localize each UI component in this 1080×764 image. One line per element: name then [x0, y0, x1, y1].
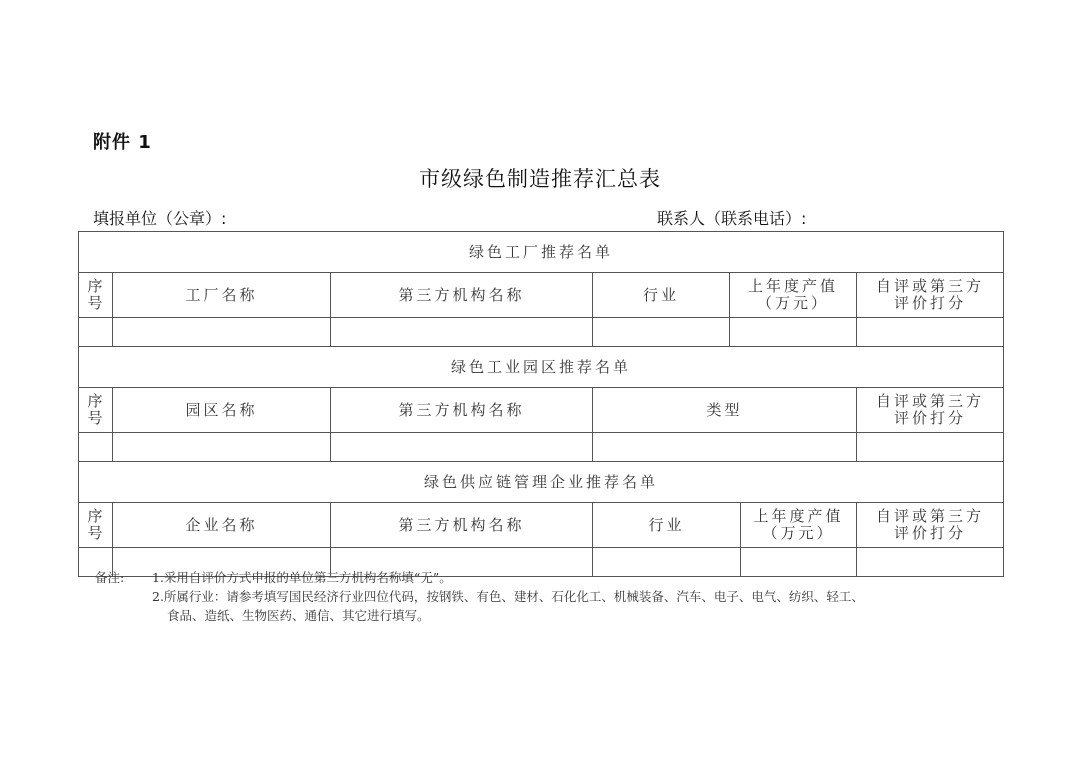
note-2-line-2: 食品、造纸、生物医药、通信、其它进行填写。: [167, 608, 430, 623]
supply-chain-section-title: 绿色供应链管理企业推荐名单: [79, 462, 1004, 503]
table-cell[interactable]: [79, 433, 113, 462]
score-header-line1: 自评或第三方: [876, 277, 985, 295]
supply-chain-industry-header: 行业: [593, 503, 741, 548]
notes-block: [95, 568, 864, 625]
output-header-line1: 上年度产值: [747, 277, 838, 295]
document-title: 市级绿色制造推荐汇总表: [419, 167, 661, 191]
seq-text: 序号: [87, 507, 106, 542]
table-cell[interactable]: [331, 433, 593, 462]
table-cell[interactable]: [593, 318, 730, 347]
factory-header-row: [79, 273, 1004, 318]
attachment-label: 附件 1: [93, 132, 152, 153]
table-cell[interactable]: [857, 433, 1004, 462]
table-cell[interactable]: [593, 433, 857, 462]
score-header-line1: 自评或第三方: [876, 507, 985, 525]
score-header-line2: 评价打分: [894, 409, 967, 427]
factory-third-party-header: 第三方机构名称: [331, 273, 593, 318]
supply-chain-seq-header: [79, 503, 113, 548]
table-cell[interactable]: [113, 433, 331, 462]
contact-label: 联系人（联系电话）:: [657, 209, 807, 228]
note-2-line-1: 2.所属行业：请参考填写国民经济行业四位代码，按钢铁、有色、建材、石化化工、机械装备、汽车、电子、电气、纺织、轻工、: [152, 589, 864, 604]
note-row-3: [95, 606, 864, 625]
notes-label: 备注:: [95, 570, 125, 585]
table-cell[interactable]: [79, 318, 113, 347]
table-cell[interactable]: [857, 318, 1004, 347]
park-section-row: [79, 347, 1004, 388]
supply-chain-section-row: [79, 462, 1004, 503]
park-header-row: [79, 388, 1004, 433]
supply-chain-name-header: 企业名称: [113, 503, 331, 548]
score-header-line1: 自评或第三方: [876, 392, 985, 410]
supply-chain-output-header: [741, 503, 857, 548]
table-cell[interactable]: [331, 318, 593, 347]
park-score-header: [857, 388, 1004, 433]
park-section-title: 绿色工业园区推荐名单: [79, 347, 1004, 388]
factory-blank-row: [79, 318, 1004, 347]
score-header-line2: 评价打分: [894, 524, 967, 542]
output-header-line2: （万元）: [762, 524, 835, 542]
score-header-line2: 评价打分: [894, 294, 967, 312]
note-row-2: [95, 587, 864, 606]
factory-seq-header: [79, 273, 113, 318]
note-row-1: [95, 568, 864, 587]
seq-text: 序号: [87, 277, 106, 312]
seq-text: 序号: [87, 392, 106, 427]
supply-chain-third-party-header: 第三方机构名称: [331, 503, 593, 548]
factory-section-row: [79, 232, 1004, 273]
factory-section-title: 绿色工厂推荐名单: [79, 232, 1004, 273]
park-type-header: 类型: [593, 388, 857, 433]
note-1: 1.采用自评价方式申报的单位第三方机构名称填“无”。: [152, 570, 452, 585]
summary-table: [78, 231, 1004, 577]
table-cell[interactable]: [730, 318, 857, 347]
park-third-party-header: 第三方机构名称: [331, 388, 593, 433]
park-blank-row: [79, 433, 1004, 462]
table-cell[interactable]: [857, 548, 1004, 577]
output-header-line2: （万元）: [756, 294, 829, 312]
factory-name-header: 工厂名称: [113, 273, 331, 318]
table-cell[interactable]: [113, 318, 331, 347]
factory-score-header: [857, 273, 1004, 318]
supply-chain-score-header: [857, 503, 1004, 548]
park-name-header: 园区名称: [113, 388, 331, 433]
output-header-line1: 上年度产值: [753, 507, 844, 525]
park-seq-header: [79, 388, 113, 433]
factory-industry-header: 行业: [593, 273, 730, 318]
supply-chain-header-row: [79, 503, 1004, 548]
fill-unit-label: 填报单位（公章）:: [93, 209, 227, 228]
factory-output-header: [730, 273, 857, 318]
